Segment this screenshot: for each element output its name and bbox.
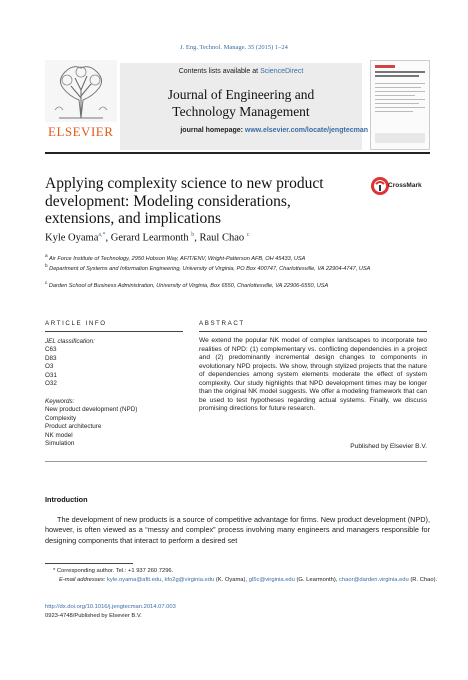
author-name[interactable]: Gerard Learmonth: [110, 232, 189, 244]
contents-available: [120, 68, 362, 75]
jel-classification: [45, 338, 95, 388]
introduction-heading: Introduction: [45, 495, 88, 504]
journal-citation[interactable]: J. Eng. Technol. Manage. 35 (2015) 1–24: [180, 44, 288, 51]
contents-prefix: Contents lists available at: [178, 68, 259, 75]
email-link[interactable]: kyle.oyama@afit.edu: [107, 577, 162, 583]
abstract-bottom-rule: [45, 461, 427, 462]
email-owner: (R. Chao).: [410, 577, 438, 583]
email-link[interactable]: chaor@darden.virginia.edu: [339, 577, 409, 583]
crossmark-icon: [370, 176, 390, 196]
journal-cover-thumbnail[interactable]: [370, 60, 430, 150]
email-label: E-mail addresses:: [59, 577, 106, 583]
homepage-label: journal homepage:: [180, 127, 243, 134]
sciencedirect-link[interactable]: ScienceDirect: [260, 68, 304, 75]
author-affiliation-marker[interactable]: a,*: [98, 232, 106, 238]
issn-line: 0923-4748/Published by Elsevier B.V.: [45, 613, 142, 619]
email-link[interactable]: gl5c@virginia.edu: [248, 577, 295, 583]
email-addresses: E-mail addresses: kyle.oyama@afit.edu, kfo2g@virginia.edu (K. Oyama), gl5c@virginia.edu (G. Learmonth), chaor@darden.virginia.edu (R. Chao).: [59, 577, 438, 583]
article-title: Applying complexity science to new product development: Modeling considerations, extensions, and implications: [45, 175, 324, 227]
affiliation-b: $^b$ Department of Systems and Information Engineering, University of Virginia, PO Box 400747, Charlottesville, VA 22904-4747, USA: [45, 263, 371, 272]
keywords: [45, 398, 137, 448]
email-link[interactable]: kfo2g@virginia.edu: [164, 577, 215, 583]
article-info-rule: [45, 331, 183, 332]
introduction-paragraph: The development of new products is a source of competitive advantage for firms. New product development (NPD), however, is often viewed as a “messy and complex” process involving many engineers and managers responsible for designing components that interact to perform a desired set: [45, 515, 430, 545]
homepage-link[interactable]: www.elsevier.com/locate/jengtecman: [244, 127, 368, 134]
author-name[interactable]: Raul Chao: [199, 232, 245, 244]
jel-code: O32: [45, 380, 57, 388]
jel-code: C63: [45, 346, 57, 354]
author-list: Kyle Oyama$^{a,*}$, Gerard Learmonth $^b$, Raul Chao $^c$: [45, 232, 250, 244]
journal-title-line2: Technology Management: [172, 104, 310, 119]
jel-code: D83: [45, 354, 57, 362]
crossmark-label: CrossMark: [388, 182, 422, 189]
header-rule: [45, 152, 430, 154]
author-affiliation-marker[interactable]: b: [191, 232, 195, 238]
abstract-text: We extend the popular NK model of complex landscapes to incorporate two realities of NPD: (1) complementary vs. conflicting dependencies in a project and (2) predominantly incremental design changes to components in evolutionary NPD projects. We show, through stylized projects that the nature of dependencies among system elements moderate the effect of system complexity. Our study highlights that NPD development times may be longer than the original NK model suggests. We offer a modeling framework that can be used to test hypotheses regarding actual systems. Finally, we discuss promising directions for future research.: [199, 337, 427, 413]
footnote-rule: [45, 563, 133, 564]
abstract-heading: ABSTRACT: [199, 320, 245, 327]
keyword[interactable]: Simulation: [45, 440, 75, 448]
keyword[interactable]: NK model: [45, 431, 73, 439]
introduction-text: [45, 515, 430, 546]
keyword[interactable]: New product development (NPD): [45, 406, 138, 414]
elsevier-wordmark[interactable]: ELSEVIER: [48, 124, 114, 139]
affiliation-c: $^c$ Darden School of Business Administration, University of Virginia, Box 6550, Charlottesville, VA 22906-6550, USA: [45, 280, 329, 289]
jel-code: O31: [45, 371, 57, 379]
journal-title[interactable]: [120, 86, 362, 120]
author-name[interactable]: Kyle Oyama: [45, 232, 99, 244]
journal-homepage: [120, 127, 368, 134]
jel-label: JEL classification:: [45, 338, 95, 345]
article-info-heading: ARTICLE INFO: [45, 320, 107, 327]
author-affiliation-marker[interactable]: c: [246, 232, 250, 238]
keyword[interactable]: Product architecture: [45, 423, 102, 431]
corresponding-author-note: * Corresponding author. Tel.: +1 937 260 7296.: [53, 568, 174, 574]
doi-link[interactable]: http://dx.doi.org/10.1016/j.jengtecman.2014.07.003: [45, 604, 176, 610]
publisher-note: Published by Elsevier B.V.: [350, 443, 427, 450]
keywords-label: Keywords:: [45, 398, 75, 405]
affiliation-a: $^a$ Air Force Institute of Technology, 2950 Hobson Way, AFIT/ENV, Wright-Patterson AFB, OH 45433, USA: [45, 253, 306, 262]
jel-code: O3: [45, 363, 54, 371]
keyword[interactable]: Complexity: [45, 414, 77, 422]
email-owner: (G. Learmonth),: [296, 577, 338, 583]
journal-title-line1: Journal of Engineering and: [167, 87, 315, 102]
abstract-rule: [199, 331, 427, 332]
email-owner: (K. Oyama),: [215, 577, 248, 583]
